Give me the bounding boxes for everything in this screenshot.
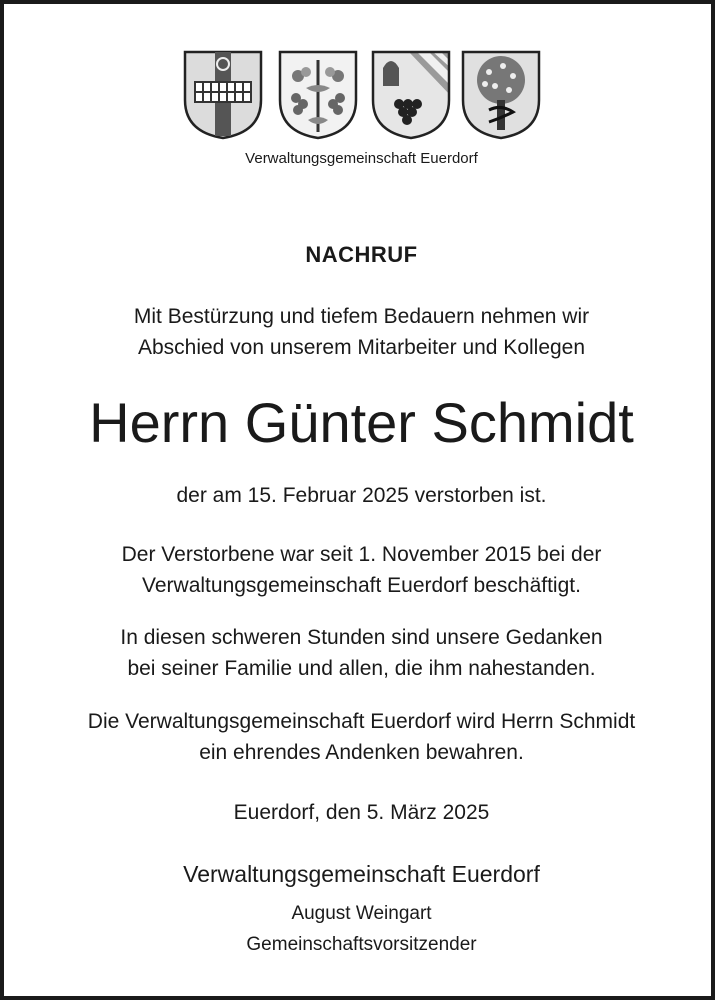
employment-text (4, 539, 715, 601)
remembrance-text (4, 706, 715, 768)
employment-line: Verwaltungsgemeinschaft Euerdorf beschäftigt. (142, 574, 581, 597)
footer-organization: Verwaltungsgemeinschaft Euerdorf (183, 861, 540, 887)
condolence-line: In diesen schweren Stunden sind unsere Gedanken (120, 626, 603, 649)
coat-of-arms-3-icon (369, 46, 453, 140)
deceased-name: Herrn Günter Schmidt (89, 391, 634, 454)
remembrance-line: Die Verwaltungsgemeinschaft Euerdorf wird Herrn Schmidt (87, 710, 636, 733)
remembrance-line: ein ehrendes Andenken bewahren. (199, 741, 524, 764)
header-organization: Verwaltungsgemeinschaft Euerdorf (245, 150, 478, 167)
employment-line: Der Verstorbene war seit 1. November 2015 bei der (121, 543, 602, 566)
coat-of-arms-4-icon (459, 46, 543, 140)
intro-line: Mit Bestürzung und tiefem Bedauern nehmen wir (133, 305, 590, 328)
crest-row (4, 46, 715, 142)
coat-of-arms-1-icon (181, 46, 265, 140)
condolence-line: bei seiner Familie und allen, die ihm nahestanden. (127, 657, 596, 680)
signer-name: August Weingart (291, 903, 432, 924)
condolence-text (4, 622, 715, 684)
coat-of-arms-2-icon (276, 46, 360, 140)
intro-line: Abschied von unserem Mitarbeiter und Kollegen (137, 336, 586, 359)
place-and-date: Euerdorf, den 5. März 2025 (233, 801, 490, 824)
death-date-text: der am 15. Februar 2025 verstorben ist. (176, 484, 547, 507)
notice-title: NACHRUF (305, 242, 418, 267)
intro-text (4, 301, 715, 363)
signer-role: Gemeinschaftsvorsitzender (246, 934, 477, 955)
